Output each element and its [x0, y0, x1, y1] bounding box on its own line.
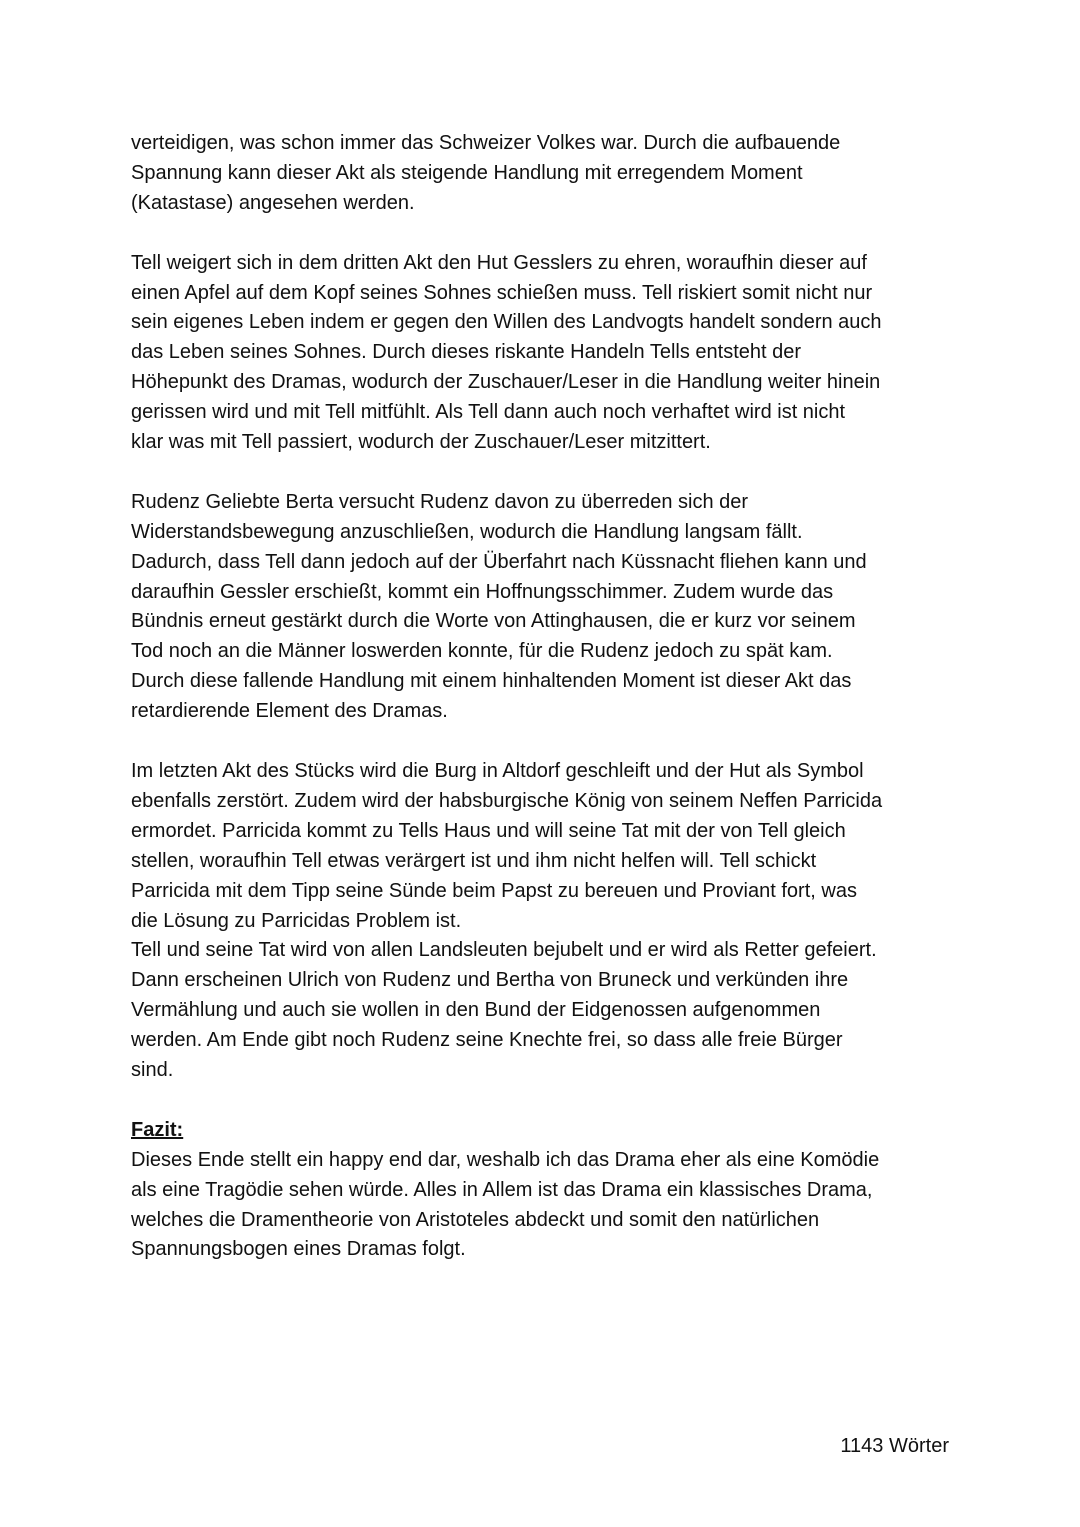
text-line: Dieses Ende stellt ein happy end dar, weshalb ich das Drama eher als eine Komödie: [131, 1148, 880, 1171]
text-line: ermordet. Parricida kommt zu Tells Haus und will seine Tat mit der von Tell gleich: [131, 819, 846, 842]
text-line: klar was mit Tell passiert, wodurch der Zuschauer/Leser mitzittert.: [131, 431, 711, 454]
text-line: Spannung kann dieser Akt als steigende Handlung mit erregendem Moment: [131, 161, 803, 184]
text-line: Widerstandsbewegung anzuschließen, wodurch die Handlung langsam fällt.: [131, 520, 803, 543]
text-line: Tell weigert sich in dem dritten Akt den Hut Gesslers zu ehren, woraufhin dieser auf: [131, 251, 867, 274]
text-line: Tell und seine Tat wird von allen Landsleuten bejubelt und er wird als Retter gefeiert.: [131, 939, 877, 962]
text-line: die Lösung zu Parricidas Problem ist.: [131, 909, 462, 932]
text-line: Spannungsbogen eines Dramas folgt.: [131, 1238, 466, 1261]
paragraph-act-3: [131, 249, 961, 458]
text-line: als eine Tragödie sehen würde. Alles in Allem ist das Drama ein klassisches Drama,: [131, 1178, 873, 1201]
text-line: Im letzten Akt des Stücks wird die Burg in Altdorf geschleift und der Hut als Symbol: [131, 759, 864, 782]
conclusion-heading: Fazit:: [131, 1118, 184, 1141]
conclusion-section: [131, 1116, 961, 1266]
paragraph-act-4: [131, 488, 961, 727]
paragraph-act-5: [131, 757, 961, 1086]
text-line: Bündnis erneut gestärkt durch die Worte von Attinghausen, die er kurz vor seinem: [131, 610, 856, 633]
text-line: welches die Dramentheorie von Aristoteles abdeckt und somit den natürlichen: [131, 1208, 820, 1231]
text-line: sein eigenes Leben indem er gegen den Willen des Landvogts handelt sondern auch: [131, 311, 882, 334]
paragraph-act-2-conclusion: [131, 129, 961, 219]
document-body: [131, 129, 961, 1265]
text-line: ebenfalls zerstört. Zudem wird der habsburgische König von seinem Neffen Parricida: [131, 789, 883, 812]
text-line: Parricida mit dem Tipp seine Sünde beim Papst zu bereuen und Proviant fort, was: [131, 879, 857, 902]
text-line: werden. Am Ende gibt noch Rudenz seine Knechte frei, so dass alle freie Bürger: [131, 1029, 843, 1052]
text-line: Vermählung und auch sie wollen in den Bund der Eidgenossen aufgenommen: [131, 999, 821, 1022]
text-line: das Leben seines Sohnes. Durch dieses riskante Handeln Tells entsteht der: [131, 341, 802, 364]
text-line: Tod noch an die Männer loswerden konnte, für die Rudenz jedoch zu spät kam.: [131, 640, 833, 663]
text-line: sind.: [131, 1059, 174, 1082]
text-line: Durch diese fallende Handlung mit einem hinhaltenden Moment ist dieser Akt das: [131, 670, 852, 693]
text-line: gerissen wird und mit Tell mitfühlt. Als Tell dann auch noch verhaftet wird ist nicht: [131, 401, 846, 424]
text-line: Rudenz Geliebte Berta versucht Rudenz davon zu überreden sich der: [131, 490, 749, 513]
text-line: Dadurch, dass Tell dann jedoch auf der Überfahrt nach Küssnacht fliehen kann und: [131, 550, 867, 573]
text-line: Dann erscheinen Ulrich von Rudenz und Bertha von Bruneck und verkünden ihre: [131, 969, 849, 992]
text-line: retardierende Element des Dramas.: [131, 700, 448, 723]
text-line: einen Apfel auf dem Kopf seines Sohnes schießen muss. Tell riskiert somit nicht nur: [131, 281, 873, 304]
text-line: (Katastase) angesehen werden.: [131, 191, 415, 214]
text-line: stellen, woraufhin Tell etwas verärgert ist und ihm nicht helfen will. Tell schickt: [131, 849, 817, 872]
text-line: daraufhin Gessler erschießt, kommt ein Hoffnungsschimmer. Zudem wurde das: [131, 580, 834, 603]
text-line: Höhepunkt des Dramas, wodurch der Zuschauer/Leser in die Handlung weiter hinein: [131, 371, 881, 394]
word-count: 1143 Wörter: [840, 1435, 949, 1457]
text-line: verteidigen, was schon immer das Schweizer Volkes war. Durch die aufbauende: [131, 132, 841, 154]
